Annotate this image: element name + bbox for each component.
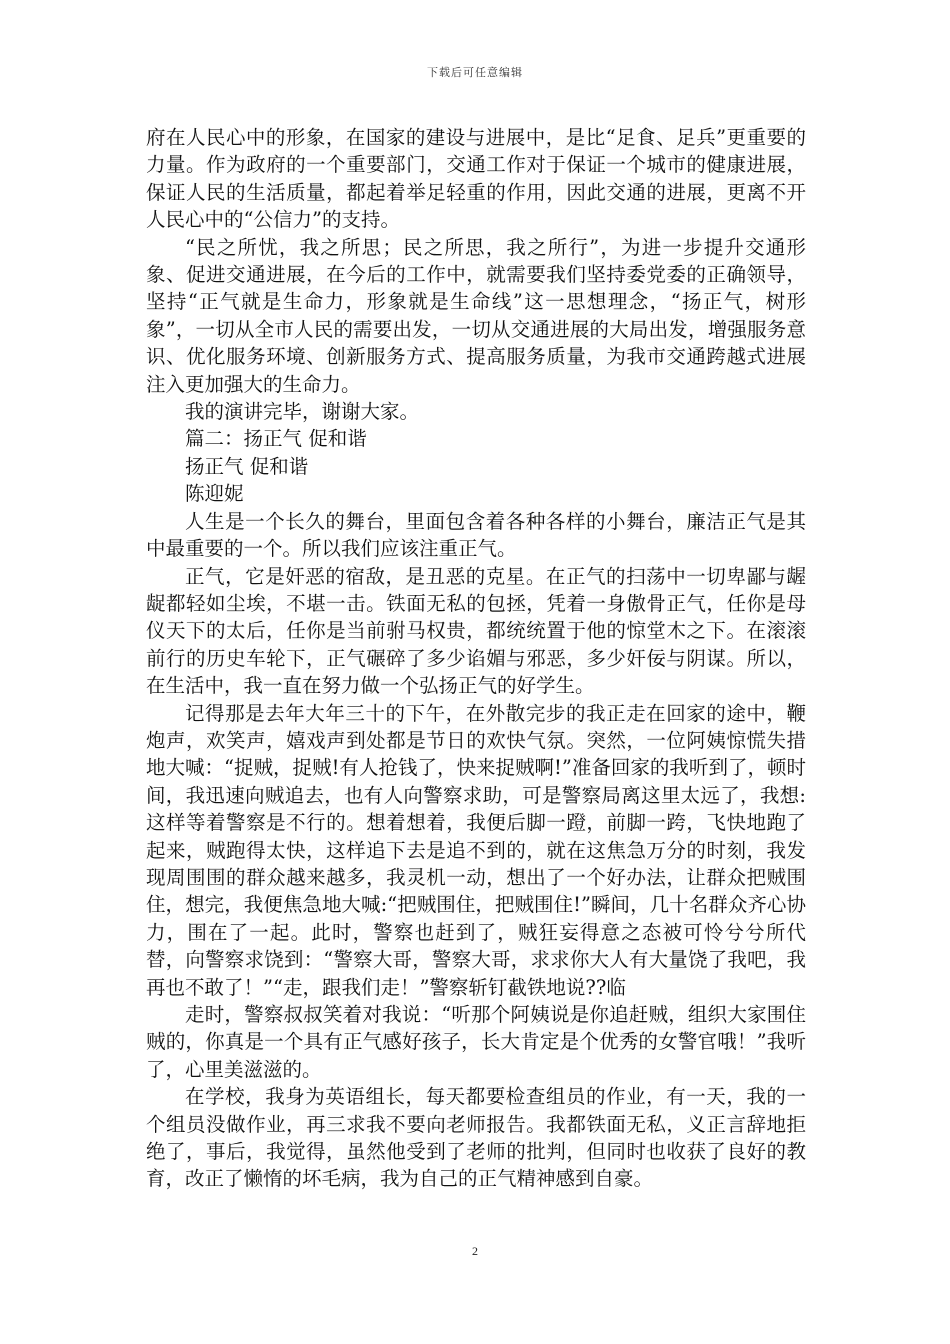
page-header: 下载后可任意编辑 [427,66,523,79]
document-body [146,124,806,1193]
paragraph-11: 在学校，我身为英语组长，每天都要检查组员的作业，有一天，我的一个组员没做作业，再三求我不要向老师报告。我都铁面无私，义正言辞地拒绝了，事后，我觉得，虽然他受到了老师的批判，但同时也收获了良好的教育，改正了懒惰的坏毛病，我为自己的正气精神感到自豪。 [146,1085,806,1191]
author-name: 陈迎妮 [185,482,244,506]
speech-title: 扬正气 促和谐 [185,454,309,478]
paragraph-8: 正气，它是奸恶的宿敌，是丑恶的克星。在正气的扫荡中一切卑鄙与龌龊都轻如尘埃，不堪一击。铁面无私的包拯，凭着一身傲骨正气，任你是母仪天下的太后，任你是当前驸马权贵，都统统置于他的惊堂木之下。在滚滚前行的历史车轮下，正气碾碎了多少谄媚与邪恶，多少奸佞与阴谋。所以，在生活中，我一直在努力做一个弘扬正气的好学生。 [146,564,806,698]
paragraph-1: 府在人民心中的形象，在国家的建设与进展中，是比“足食、足兵”更重要的力量。作为政府的一个重要部门，交通工作对于保证一个城市的健康进展，保证人民的生活质量，都起着举足轻重的作用，因此交通的进展，更离不开人民心中的“公信力”的支持。 [146,126,806,232]
paragraph-2: “民之所忧，我之所思；民之所思，我之所行”，为进一步提升交通形象、促进交通进展，在今后的工作中，就需要我们坚持委党委的正确领导，坚持“正气就是生命力，形象就是生命线”这一思想理念，“扬正气，树形象”，一切从全市人民的需要出发，一切从交通进展的大局出发，增强服务意识、优化服务环境、创新服务方式、提高服务质量，为我市交通跨越式进展注入更加强大的生命力。 [146,235,806,396]
page-number: 2 [472,1244,478,1258]
section-title: 篇二：扬正气 促和谐 [185,427,367,451]
paragraph-10: 走时，警察叔叔笑着对我说：“听那个阿姨说是你追赶贼，组织大家围住贼的，你真是一个具有正气感好孩子，长大肯定是个优秀的女警官哦！”我听了，心里美滋滋的。 [146,1003,806,1081]
paragraph-3: 我的演讲完毕，谢谢大家。 [185,400,420,424]
paragraph-7: 人生是一个长久的舞台，里面包含着各种各样的小舞台，廉洁正气是其中最重要的一个。所以我们应该注重正气。 [146,509,806,561]
paragraph-9: 记得那是去年大年三十的下午，在外散完步的我正走在回家的途中，鞭炮声，欢笑声，嬉戏声到处都是节日的欢快气氛。突然，一位阿姨惊慌失措地大喊：“捉贼，捉贼!有人抢钱了，快来捉贼啊!”准备回家的我听到了，顿时间，我迅速向贼追去，也有人向警察求助，可是警察局离这里太远了，我想:这样等着警察是不行的。想着想着，我便后脚一蹬，前脚一跨，飞快地跑了起来，贼跑得太快，这样追下去是追不到的，就在这焦急万分的时刻，我发现周围围的群众越来越多，我灵机一动，想出了一个好办法，让群众把贼围住，想完，我便焦急地大喊:“把贼围住，把贼围住!”瞬间，几十名群众齐心协力，围在了一起。此时，警察也赶到了，贼狂妄得意之态被可怜兮兮所代替，向警察求饶到：“警察大哥，警察大哥，求求你大人有大量饶了我吧，我再也不敢了！”“走，跟我们走！”警察斩钉截铁地说??临 [146,701,806,999]
